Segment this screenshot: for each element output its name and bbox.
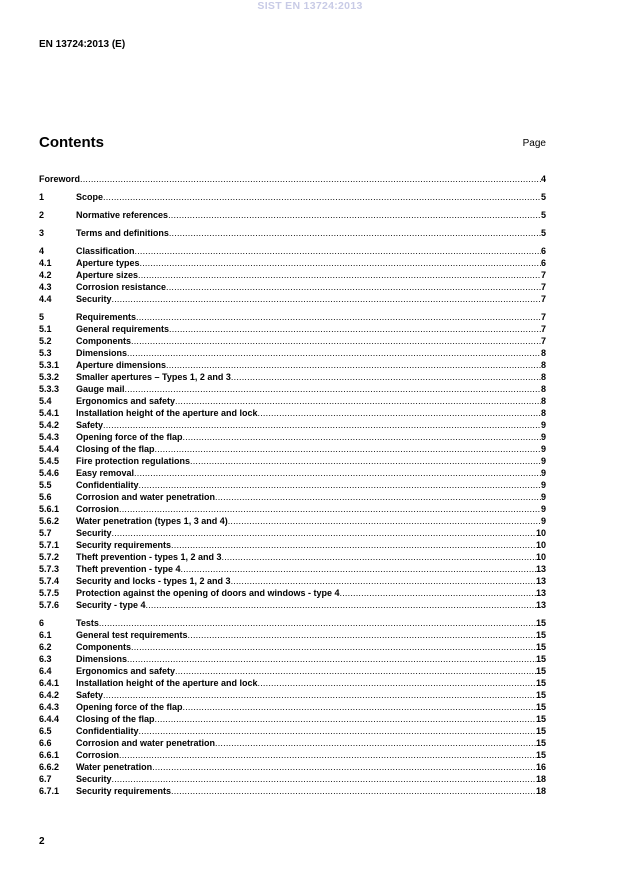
toc-entry-number: 1: [39, 192, 45, 202]
toc-entry[interactable]: [39, 395, 546, 407]
toc-entry-page: 9: [540, 468, 546, 478]
toc-entry-page: 4: [540, 174, 546, 184]
toc-dot-leader: [169, 323, 541, 335]
toc-entry-title: Dimensions: [76, 654, 128, 664]
toc-entry[interactable]: [39, 725, 546, 737]
toc-entry-number: 6.4: [39, 666, 52, 676]
table-of-contents: [39, 173, 546, 797]
toc-entry-number: 5.4: [39, 396, 52, 406]
toc-entry-title: Dimensions: [76, 348, 128, 358]
toc-dot-leader: [134, 467, 541, 479]
toc-entry-page: 8: [540, 384, 546, 394]
toc-entry-number: 6.4.3: [39, 702, 60, 712]
toc-entry-number: 5.3.2: [39, 372, 60, 382]
toc-dot-leader: [231, 371, 541, 383]
toc-entry-title: Aperture types: [76, 258, 140, 268]
toc-entry-page: 7: [540, 324, 546, 334]
toc-dot-leader: [215, 491, 541, 503]
toc-entry-title: Security: [76, 774, 112, 784]
toc-entry-title: Safety: [76, 420, 104, 430]
toc-entry-number: 6.7: [39, 774, 52, 784]
contents-title: Contents: [39, 134, 104, 151]
toc-entry-number: 5.6: [39, 492, 52, 502]
toc-entry[interactable]: [39, 311, 546, 323]
toc-dot-leader: [175, 395, 541, 407]
toc-entry-page: 7: [540, 312, 546, 322]
toc-entry-title: Confidentiality: [76, 726, 139, 736]
toc-entry-page: 8: [540, 408, 546, 418]
toc-entry-number: 4.2: [39, 270, 52, 280]
toc-entry-page: 8: [540, 396, 546, 406]
toc-entry[interactable]: [39, 689, 546, 701]
toc-dot-leader: [139, 479, 541, 491]
toc-entry-title: Ergonomics and safety: [76, 666, 176, 676]
toc-entry-title: Water penetration: [76, 762, 153, 772]
toc-dot-leader: [181, 563, 536, 575]
toc-entry-title: Installation height of the aperture and lock: [76, 408, 258, 418]
toc-entry[interactable]: [39, 371, 546, 383]
toc-entry-number: 5.3: [39, 348, 52, 358]
toc-entry-page: 15: [535, 654, 546, 664]
toc-dot-leader: [103, 191, 541, 203]
toc-entry-title: Ergonomics and safety: [76, 396, 176, 406]
toc-entry-number: 6.4.2: [39, 690, 60, 700]
toc-entry-page: 9: [540, 432, 546, 442]
toc-entry-number: 5.7.2: [39, 552, 60, 562]
toc-entry[interactable]: [39, 335, 546, 347]
toc-entry-number: 6.1: [39, 630, 52, 640]
toc-entry[interactable]: [39, 281, 546, 293]
toc-entry[interactable]: [39, 587, 546, 599]
toc-entry-number: 5.4.2: [39, 420, 60, 430]
toc-dot-leader: [231, 575, 536, 587]
toc-entry[interactable]: [39, 467, 546, 479]
toc-entry[interactable]: [39, 191, 546, 203]
toc-entry-page: 10: [535, 540, 546, 550]
toc-dot-leader: [112, 773, 536, 785]
toc-dot-leader: [168, 209, 541, 221]
toc-entry-title: General test requirements: [76, 630, 188, 640]
toc-entry-title: Corrosion and water penetration: [76, 738, 216, 748]
toc-entry-page: 15: [535, 666, 546, 676]
toc-entry-number: 6.6.1: [39, 750, 60, 760]
toc-entry-page: 5: [540, 192, 546, 202]
toc-entry[interactable]: [39, 677, 546, 689]
toc-entry[interactable]: [39, 539, 546, 551]
toc-entry-title: Requirements: [76, 312, 137, 322]
toc-entry[interactable]: [39, 527, 546, 539]
toc-entry-number: 5.7.5: [39, 588, 60, 598]
toc-dot-leader: [127, 347, 541, 359]
toc-entry-page: 15: [535, 714, 546, 724]
toc-entry[interactable]: [39, 737, 546, 749]
toc-entry-number: 3: [39, 228, 45, 238]
toc-entry-title: Security: [76, 294, 112, 304]
toc-entry-page: 15: [535, 678, 546, 688]
toc-entry-page: 13: [535, 564, 546, 574]
toc-entry-page: 15: [535, 642, 546, 652]
toc-entry[interactable]: [39, 641, 546, 653]
toc-dot-leader: [166, 281, 541, 293]
toc-entry-number: 6.7.1: [39, 786, 60, 796]
toc-entry-number: 6.4.1: [39, 678, 60, 688]
toc-entry-page: 8: [540, 360, 546, 370]
toc-entry-title: Opening force of the flap: [76, 432, 183, 442]
toc-entry[interactable]: [39, 713, 546, 725]
toc-entry-page: 15: [535, 726, 546, 736]
toc-entry[interactable]: [39, 245, 546, 257]
toc-dot-leader: [140, 257, 541, 269]
toc-dot-leader: [146, 599, 536, 611]
toc-entry-page: 18: [535, 786, 546, 796]
toc-entry-page: 13: [535, 576, 546, 586]
toc-entry-title: Corrosion: [76, 750, 120, 760]
toc-dot-leader: [125, 383, 541, 395]
toc-entry[interactable]: [39, 479, 546, 491]
toc-entry-title: Closing of the flap: [76, 714, 155, 724]
toc-dot-leader: [80, 173, 541, 185]
toc-entry-number: 6: [39, 618, 45, 628]
toc-entry-page: 9: [540, 516, 546, 526]
toc-entry-number: 6.3: [39, 654, 52, 664]
toc-entry-page: 10: [535, 528, 546, 538]
toc-dot-leader: [135, 245, 541, 257]
toc-entry-number: 5: [39, 312, 45, 322]
toc-entry-page: 6: [540, 258, 546, 268]
toc-entry[interactable]: [39, 665, 546, 677]
toc-entry-title: Components: [76, 642, 131, 652]
toc-entry-page: 15: [535, 738, 546, 748]
toc-entry[interactable]: [39, 749, 546, 761]
toc-entry-page: 16: [535, 762, 546, 772]
toc-entry-title: Tests: [76, 618, 99, 628]
toc-entry-number: 4.3: [39, 282, 52, 292]
toc-dot-leader: [139, 725, 536, 737]
toc-entry-page: 6: [540, 246, 546, 256]
toc-entry[interactable]: [39, 407, 546, 419]
toc-entry-number: 5.3.1: [39, 360, 60, 370]
toc-dot-leader: [127, 653, 536, 665]
toc-entry[interactable]: [39, 419, 546, 431]
toc-entry-number: 5.4.5: [39, 456, 60, 466]
toc-entry-page: 9: [540, 492, 546, 502]
document-id: EN 13724:2013 (E): [39, 39, 126, 50]
toc-entry-number: 5.3.3: [39, 384, 60, 394]
toc-dot-leader: [99, 617, 536, 629]
toc-entry-number: 5.4.3: [39, 432, 60, 442]
toc-entry-title: Security requirements: [76, 786, 172, 796]
page-column-label: Page: [522, 138, 546, 149]
toc-dot-leader: [155, 713, 536, 725]
toc-entry-title: Theft prevention - type 4: [76, 564, 181, 574]
toc-entry-number: 5.7.1: [39, 540, 60, 550]
toc-dot-leader: [190, 455, 541, 467]
toc-entry-page: 9: [540, 444, 546, 454]
toc-entry-page: 8: [540, 348, 546, 358]
toc-entry-page: 8: [540, 372, 546, 382]
toc-entry-page: 13: [535, 588, 546, 598]
toc-dot-leader: [131, 335, 541, 347]
toc-entry-title: Aperture dimensions: [76, 360, 167, 370]
toc-entry-title: Security requirements: [76, 540, 172, 550]
toc-entry-page: 7: [540, 282, 546, 292]
toc-entry-number: 4: [39, 246, 45, 256]
toc-entry-page: 15: [535, 750, 546, 760]
toc-dot-leader: [188, 629, 536, 641]
toc-entry-number: 4.1: [39, 258, 52, 268]
toc-entry[interactable]: [39, 773, 546, 785]
toc-dot-leader: [258, 407, 541, 419]
toc-entry-number: 6.6: [39, 738, 52, 748]
toc-dot-leader: [136, 311, 541, 323]
toc-entry-number: 5.4.4: [39, 444, 60, 454]
toc-entry[interactable]: [39, 503, 546, 515]
watermark: SIST EN 13724:2013: [257, 0, 363, 12]
toc-entry[interactable]: [39, 443, 546, 455]
toc-dot-leader: [171, 539, 536, 551]
toc-entry-title: Fire protection regulations: [76, 456, 191, 466]
toc-dot-leader: [175, 665, 536, 677]
toc-dot-leader: [131, 641, 536, 653]
toc-entry[interactable]: [39, 227, 546, 239]
toc-entry-title: Water penetration (types 1, 3 and 4): [76, 516, 228, 526]
toc-entry[interactable]: [39, 785, 546, 797]
toc-entry-page: 18: [535, 774, 546, 784]
toc-entry-page: 13: [535, 600, 546, 610]
toc-entry-page: 5: [540, 210, 546, 220]
toc-entry-title: Smaller apertures – Types 1, 2 and 3: [76, 372, 231, 382]
toc-entry-page: 9: [540, 504, 546, 514]
toc-entry[interactable]: [39, 455, 546, 467]
toc-entry-page: 9: [540, 420, 546, 430]
toc-entry-title: Safety: [76, 690, 104, 700]
toc-entry-number: 6.6.2: [39, 762, 60, 772]
toc-entry[interactable]: [39, 515, 546, 527]
toc-entry[interactable]: [39, 701, 546, 713]
toc-entry-title: Security and locks - types 1, 2 and 3: [76, 576, 231, 586]
toc-entry-title: Normative references: [76, 210, 169, 220]
toc-dot-leader: [228, 515, 541, 527]
toc-dot-leader: [258, 677, 536, 689]
toc-entry-title: Security: [76, 528, 112, 538]
toc-dot-leader: [171, 785, 536, 797]
toc-dot-leader: [103, 689, 536, 701]
toc-entry-page: 5: [540, 228, 546, 238]
toc-entry-number: 5.4.6: [39, 468, 60, 478]
toc-entry[interactable]: [39, 269, 546, 281]
toc-entry-title: Opening force of the flap: [76, 702, 183, 712]
toc-entry-title: Security - type 4: [76, 600, 146, 610]
toc-dot-leader: [183, 431, 541, 443]
toc-entry-title: Protection against the opening of doors and windows - type 4: [76, 588, 340, 598]
toc-entry-page: 7: [540, 294, 546, 304]
toc-dot-leader: [152, 761, 536, 773]
toc-entry-title: Closing of the flap: [76, 444, 155, 454]
toc-entry[interactable]: [39, 617, 546, 629]
toc-dot-leader: [138, 269, 541, 281]
toc-entry-number: 5.6.1: [39, 504, 60, 514]
toc-dot-leader: [119, 749, 536, 761]
toc-entry-page: 7: [540, 336, 546, 346]
toc-entry-page: 9: [540, 456, 546, 466]
toc-entry-page: 15: [535, 630, 546, 640]
toc-entry-number: 5.7: [39, 528, 52, 538]
toc-entry-number: 5.7.4: [39, 576, 60, 586]
toc-entry-title: Gauge mail: [76, 384, 125, 394]
toc-dot-leader: [112, 293, 541, 305]
toc-entry[interactable]: [39, 629, 546, 641]
toc-entry-page: 9: [540, 480, 546, 490]
toc-entry-number: 5.6.2: [39, 516, 60, 526]
toc-entry-number: 5.7.6: [39, 600, 60, 610]
toc-entry[interactable]: [39, 209, 546, 221]
toc-dot-leader: [169, 227, 541, 239]
toc-entry-title: Easy removal: [76, 468, 135, 478]
toc-entry-page: 7: [540, 270, 546, 280]
toc-dot-leader: [112, 527, 536, 539]
toc-dot-leader: [215, 737, 536, 749]
toc-entry-number: 6.4.4: [39, 714, 60, 724]
toc-dot-leader: [340, 587, 536, 599]
toc-dot-leader: [119, 503, 541, 515]
toc-entry-title: Corrosion and water penetration: [76, 492, 216, 502]
toc-entry-number: 6.2: [39, 642, 52, 652]
toc-entry-number: 5.5: [39, 480, 52, 490]
toc-entry-number: 6.5: [39, 726, 52, 736]
footer-page-number: 2: [39, 836, 45, 847]
toc-entry-title: Theft prevention - types 1, 2 and 3: [76, 552, 222, 562]
toc-entry-title: Confidentiality: [76, 480, 139, 490]
toc-dot-leader: [155, 443, 541, 455]
toc-entry[interactable]: [39, 323, 546, 335]
toc-entry-number: 4.4: [39, 294, 52, 304]
toc-entry-title: Corrosion resistance: [76, 282, 167, 292]
toc-entry-title: Corrosion: [76, 504, 120, 514]
toc-entry-number: 2: [39, 210, 45, 220]
toc-entry-title: Installation height of the aperture and lock: [76, 678, 258, 688]
toc-entry-title: Classification: [76, 246, 135, 256]
toc-entry-page: 15: [535, 702, 546, 712]
toc-entry-number: 5.1: [39, 324, 52, 334]
toc-entry[interactable]: [39, 431, 546, 443]
toc-entry[interactable]: [39, 599, 546, 611]
toc-dot-leader: [183, 701, 536, 713]
toc-entry[interactable]: [39, 653, 546, 665]
toc-entry[interactable]: [39, 293, 546, 305]
toc-entry[interactable]: [39, 563, 546, 575]
toc-entry-page: 10: [535, 552, 546, 562]
toc-entry-title: Foreword: [39, 174, 81, 184]
toc-entry-title: Aperture sizes: [76, 270, 139, 280]
toc-entry[interactable]: [39, 359, 546, 371]
toc-dot-leader: [103, 419, 541, 431]
toc-entry[interactable]: [39, 761, 546, 773]
toc-entry[interactable]: [39, 551, 546, 563]
toc-dot-leader: [166, 359, 541, 371]
toc-dot-leader: [222, 551, 536, 563]
toc-entry-title: General requirements: [76, 324, 170, 334]
toc-entry[interactable]: [39, 383, 546, 395]
toc-entry[interactable]: [39, 173, 546, 185]
toc-entry-page: 15: [535, 618, 546, 628]
toc-entry-title: Components: [76, 336, 131, 346]
toc-entry[interactable]: [39, 347, 546, 359]
toc-entry[interactable]: [39, 575, 546, 587]
toc-entry-number: 5.7.3: [39, 564, 60, 574]
toc-entry[interactable]: [39, 491, 546, 503]
toc-entry-title: Terms and definitions: [76, 228, 169, 238]
toc-entry-number: 5.4.1: [39, 408, 60, 418]
toc-entry-page: 15: [535, 690, 546, 700]
toc-entry-number: 5.2: [39, 336, 52, 346]
toc-entry-title: Scope: [76, 192, 104, 202]
toc-entry[interactable]: [39, 257, 546, 269]
